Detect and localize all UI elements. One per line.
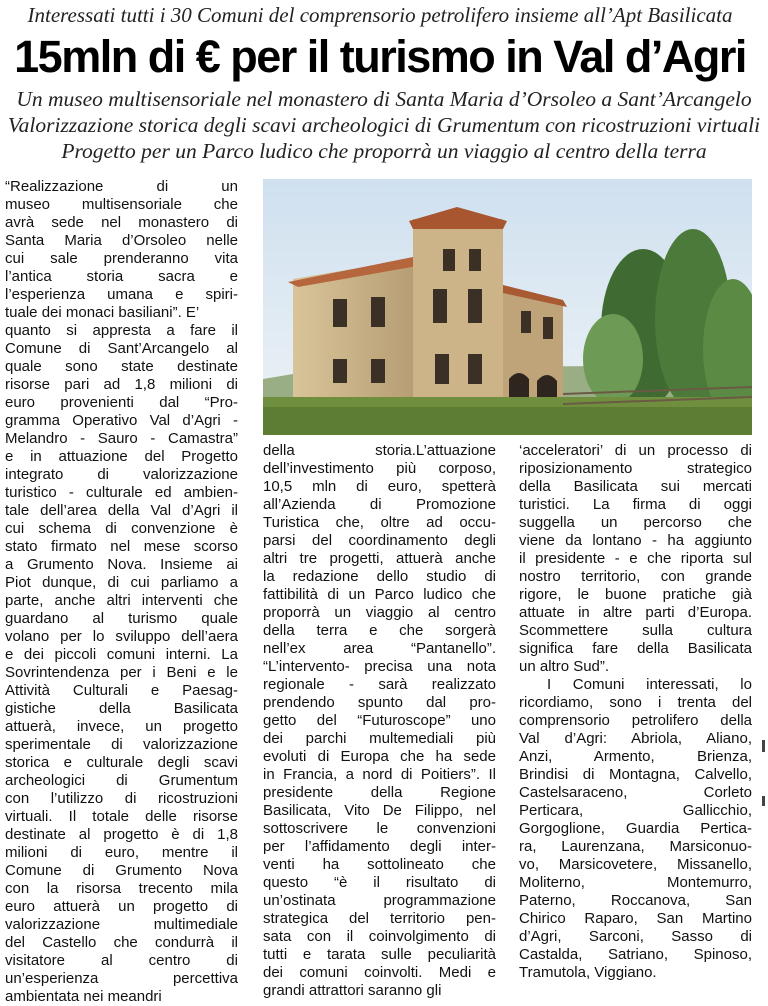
text-line: museo multisensoriale che [5, 196, 238, 213]
text-line: archeologici di Grumentum [5, 772, 238, 789]
text-line: sottoscrivere le convenzioni [263, 820, 496, 837]
kicker: Interessati tutti i 30 Comuni del comprensorio petrolifero insieme all’Apt Basilicata [27, 3, 733, 27]
text-line: Gorgoglione, Guardia Pertica- [519, 820, 752, 837]
text-line: virtuali. Il totale delle risorse [5, 808, 238, 825]
text-line: della storia.L’attuazione [263, 442, 496, 459]
text-line: per l’affidamento degli inter- [263, 838, 496, 855]
text-line: sata con il coinvolgimento di [263, 928, 496, 945]
text-line: un altro Sud”. [519, 658, 610, 675]
text-line: riposizionamento strategico [519, 460, 752, 477]
text-line: tuale dei monaci basiliani”. E’ [5, 304, 200, 321]
text-line: turistico - culturale ed ambien- [5, 484, 238, 501]
text-line: risorse pari ad 1,8 milioni di [5, 376, 238, 393]
photo-image [263, 179, 752, 435]
text-line: significa fare della Basilicata [519, 640, 752, 657]
text-line: dell’investimento più corposo, [263, 460, 496, 477]
text-line: all’Azienda di Promozione [263, 496, 496, 513]
text-line: rigore, le buone pratiche già [519, 586, 752, 603]
text-line: proporrà un viaggio al centro [263, 604, 496, 621]
text-line: e in attuazione del Progetto [5, 448, 238, 465]
text-line: gistiche della Basilicata [5, 700, 238, 717]
text-line: “L’intervento- precisa una nota [263, 658, 496, 675]
text-line: Comune di Grumento Nova [5, 862, 238, 879]
text-line: prendendo spunto dal pro- [263, 694, 496, 711]
text-line: milioni di euro, mentre il [5, 844, 238, 861]
text-line: cui sale prenderanno vita [5, 250, 238, 267]
text-line: Anzi, Armento, Brienza, [519, 748, 752, 765]
text-line: strategica del territorio pen- [263, 910, 496, 927]
monastery-photo [263, 179, 752, 435]
subheading: Progetto per un Parco ludico che proporrà un viaggio al centro della terra [61, 139, 707, 163]
text-line: Turistica che, oltre ad occu- [263, 514, 496, 531]
text-line: Santa Maria d’Orsoleo nelle [5, 232, 238, 249]
text-line: Piot dunque, di cui parliamo a [5, 574, 238, 591]
text-line: della terra e che sorgerà [263, 622, 496, 639]
text-line: con la risorsa trecento mila [5, 880, 238, 897]
text-line: euro provenienti dal “Pro- [5, 394, 238, 411]
text-line: fattibilità di un Parco ludico che [263, 586, 496, 603]
text-line: avrà sede nel monastero di [5, 214, 238, 231]
page-edge-mark [762, 796, 765, 806]
text-line: attuate in altre parti d’Europa. [519, 604, 752, 621]
text-line: visitatore al centro di [5, 952, 238, 969]
text-line: l’antica storia sacra e [5, 268, 238, 285]
text-line: dei parchi multemediali più [263, 730, 496, 747]
text-line: Sovrintendenza per i Beni e le [5, 664, 238, 681]
text-line: nostro territorio, con grande [519, 568, 752, 585]
text-line: un’esperienza percettiva [5, 970, 238, 987]
text-line: comprensorio petrolifero della [519, 712, 752, 729]
text-line: Comune di Sant’Arcangelo al [5, 340, 238, 357]
text-line: con l’utilizzo di ricostruzioni [5, 790, 238, 807]
text-line: grandi attrattori saranno gli [263, 982, 442, 999]
text-line: Tramutola, Viggiano. [519, 964, 657, 981]
text-line: tutti e tarata sulle peculiarità [263, 946, 496, 963]
text-line: e dei piccoli comuni interni. La [5, 646, 238, 663]
text-line: dei comuni coinvolti. Medi e [263, 964, 496, 981]
text-line: guardano al turismo quale [5, 610, 238, 627]
text-line: quale sono state destinate [5, 358, 238, 375]
text-line: Moliterno, Montemurro, [519, 874, 752, 891]
text-line: a Grumento Nova. Insieme ai [5, 556, 238, 573]
text-line: evoluti di Europa che ha sede [263, 748, 496, 765]
text-line: venti ha sottolineato che [263, 856, 496, 873]
text-line: storica e culturale degli scavi [5, 754, 238, 771]
text-line: la redazione dello studio di [263, 568, 496, 585]
text-line: ra, Laurenzana, Marsiconuo- [519, 838, 752, 855]
text-line: d’Agri, Sarconi, Sasso di [519, 928, 752, 945]
text-line: ‘acceleratori’ di un processo di [519, 442, 752, 459]
text-line: Castelsaraceno, Corleto [519, 784, 752, 801]
article-column-1 [5, 178, 238, 1006]
text-line: Melandro - Sauro - Camastra” [5, 430, 238, 447]
text-line: parsi del coordinamento degli [263, 532, 496, 549]
text-line: quanto si appresta a fare il [5, 322, 238, 339]
text-line: suggella un percorso che [519, 514, 752, 531]
subheading: Un museo multisensoriale nel monastero di Santa Maria d’Orsoleo a Sant’Arcangelo [16, 87, 752, 111]
text-line: l’esperienza umana e spiri- [5, 286, 238, 303]
text-line: I Comuni interessati, lo [547, 676, 752, 693]
text-line: euro attuerà un progetto di [5, 898, 238, 915]
text-line: attuerà, invece, un progetto [5, 718, 238, 735]
text-line: presidente della Regione [263, 784, 496, 801]
text-line: ambientata nei meandri [5, 988, 162, 1005]
text-line: gramma Operativo Val d’Agri - [5, 412, 238, 429]
text-line: Scommettere sulla cultura [519, 622, 752, 639]
text-line: nell’ex area “Pantanello”. [263, 640, 496, 657]
text-line: stato firmato nel mese scorso [5, 538, 238, 555]
text-line: Basilicata, Vito De Filippo, nel [263, 802, 496, 819]
text-line: in Francia, a nord di Poitiers”. Il [263, 766, 496, 783]
text-line: Perticara, Gallicchio, [519, 802, 752, 819]
text-line: cui schema di convenzione è [5, 520, 238, 537]
article-column-2 [263, 442, 496, 1000]
text-line: 10,5 mln di euro, spetterà [263, 478, 496, 495]
article-column-3 [519, 442, 752, 982]
page-edge-mark [762, 740, 765, 752]
text-line: ricordiamo, sono i trenta del [519, 694, 752, 711]
headline: 15mln di € per il turismo in Val d’Agri [14, 31, 746, 82]
text-line: Chirico Raparo, San Martino [519, 910, 752, 927]
text-line: viene da lontano - ha aggiunto [519, 532, 752, 549]
text-line: integrato di valorizzazione [5, 466, 238, 483]
text-line: “Realizzazione di un [5, 178, 238, 195]
text-line: il presidente - e che riporta sul [519, 550, 752, 567]
text-line: tale dell’area della Val d’Agri il [5, 502, 238, 519]
text-line: un’ostinata programmazione [263, 892, 496, 909]
text-line: Paterno, Roccanova, San [519, 892, 752, 909]
subheading: Valorizzazione storica degli scavi archeologici di Grumentum con ricostruzioni virtuali [7, 113, 761, 137]
text-line: questo “è il risultato di [263, 874, 496, 891]
subheadings [0, 86, 768, 164]
text-line: turistici. La firma di oggi [519, 496, 752, 513]
text-line: Attività Culturali e Paesag- [5, 682, 238, 699]
text-line: del Castello che condurrà il [5, 934, 238, 951]
text-line: regionale - sarà realizzato [263, 676, 496, 693]
text-line: destinate al progetto è di 1,8 [5, 826, 238, 843]
text-line: sperimentale di valorizzazione [5, 736, 238, 753]
text-line: valorizzazione multimediale [5, 916, 238, 933]
text-line: volano per lo sviluppo dell’aera [5, 628, 238, 645]
text-line: getto del “Futuroscope” uno [263, 712, 496, 729]
text-line: parte, anche altri interventi che [5, 592, 238, 609]
text-line: Brindisi di Montagna, Calvello, [519, 766, 752, 783]
text-line: altri tre progetti, attuerà anche [263, 550, 496, 567]
text-line: Castalda, Satriano, Spinoso, [519, 946, 752, 963]
text-line: Val d’Agri: Abriola, Aliano, [519, 730, 752, 747]
text-line: della Basilicata sui mercati [519, 478, 752, 495]
text-line: vo, Marsicovetere, Missanello, [519, 856, 752, 873]
